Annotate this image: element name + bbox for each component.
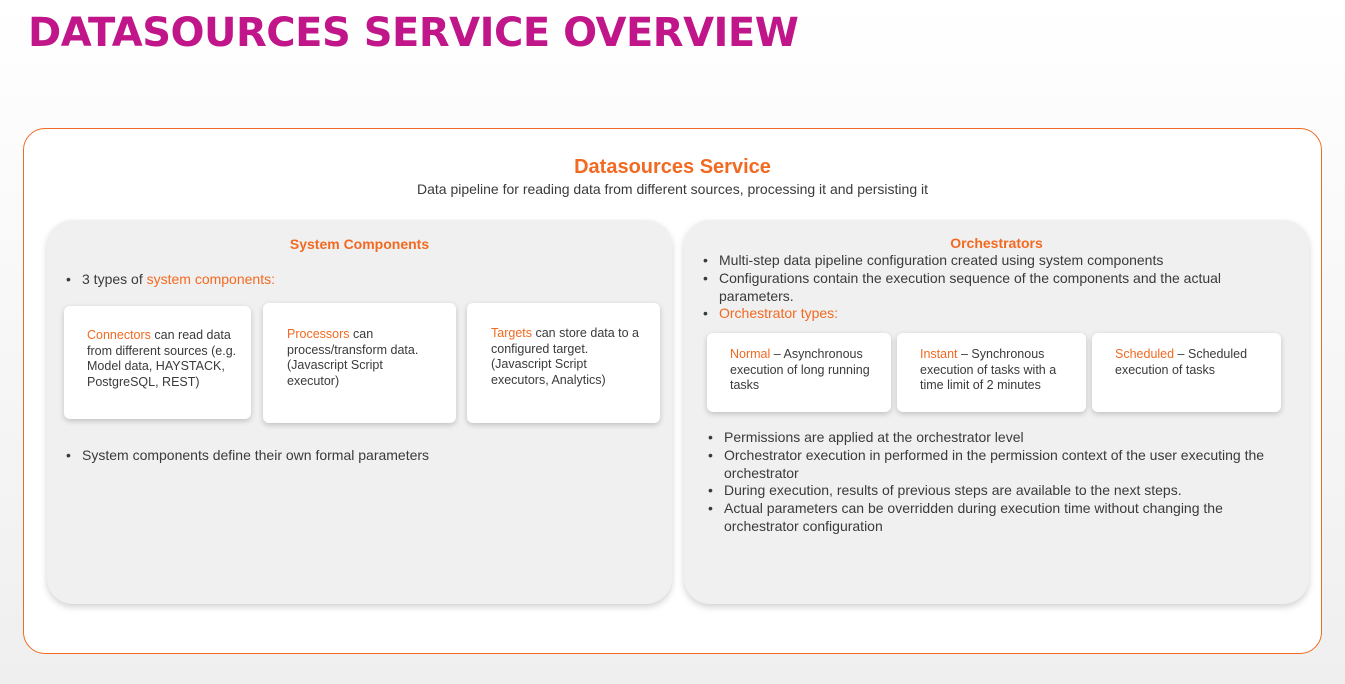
system-components-bullet-types [82,271,275,289]
card-name: Targets [491,326,532,340]
service-subtitle: Data pipeline for reading data from different sources, processing it and persisting it [416,181,929,197]
orchestrators-bullet: • Multi-step data pipeline configuration created using system components [719,252,1289,270]
orchestrators-note: • Permissions are applied at the orchestrator level [724,429,1284,447]
instant-type-card [897,333,1086,412]
orchestrators-bullet: • Configurations contain the execution sequence of the components and the actual parameters. [719,270,1289,305]
processors-card [263,303,456,423]
card-name: Processors [287,327,350,341]
card-name: Connectors [87,328,151,342]
scheduled-type-card [1092,333,1281,412]
type-name: Scheduled [1115,347,1175,361]
type-name: Instant [920,347,958,361]
system-components-panel [47,220,672,604]
card-text: can read data from different sources (e.g. Model data, HAYSTACK, PostgreSQL, REST) [87,328,237,389]
orchestrators-panel [684,220,1309,604]
orchestrators-note: • During execution, results of previous steps are available to the next steps. [724,482,1284,500]
card-text: can process/transform data. (Javascript Script executor) [287,327,419,388]
type-text: – Asynchronous execution of long running tasks [730,347,870,392]
bullet-text: 3 types of [82,271,147,287]
targets-card [467,303,660,423]
connectors-card [64,306,251,419]
orchestrators-note: • Actual parameters can be overridden during execution time without changing the orchestrator configuration [724,500,1284,535]
type-text: – Synchronous execution of tasks with a time limit of 2 minutes [920,347,1057,392]
system-components-bullet-parameters: • System components define their own formal parameters [82,447,642,465]
type-text: – Scheduled execution of tasks [1115,347,1248,377]
type-name: Normal [730,347,771,361]
system-components-title: System Components [289,236,430,252]
card-text: can store data to a configured target. (Javascript Script executors, Analytics) [491,326,640,387]
bullet-accent-text: system components: [146,271,275,287]
orchestrator-types-label: • Orchestrator types: [719,305,1289,323]
slide-title: DATASOURCES SERVICE OVERVIEW [28,10,799,56]
service-title: Datasources Service [574,156,771,178]
orchestrators-title: Orchestrators [950,235,1043,251]
normal-type-card [707,333,891,412]
orchestrators-note: • Orchestrator execution in performed in the permission context of the user executing the orchestrator [724,447,1284,482]
